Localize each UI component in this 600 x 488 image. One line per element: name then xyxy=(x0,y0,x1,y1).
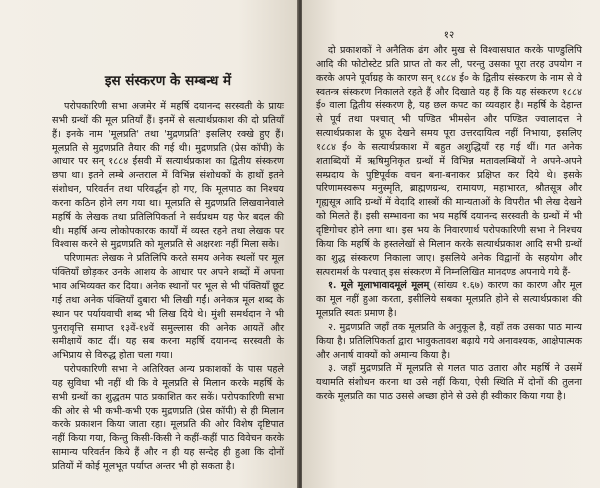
section-heading: इस संस्करण के सम्बन्ध में xyxy=(104,73,232,89)
left-paragraph-1: परोपकारिणी सभा अजमेर में महर्षि दयानन्द सरस्वती के प्रायः सभी ग्रन्थों की मूल प्रतियाँ हैं। इनमें से सत्यार्थप्रकाश की दो प्रतियाँ हैं। इनके नाम 'मूलप्रति' तथा 'मुद्रणप्रति' इसलिए रक्खे हुए हैं। मूलप्रति से मुद्रणप्रति तैयार की गई थी। मुद्रणप्रति (प्रेस कॉपी) के आधार पर सन् १८८४ ईसवी में सत्यार्थप्रकाश का द्वितीय संस्करण छपा था। इतने लम्बे अन्तराल में विभिन्न संशोधकों के हाथों इतने संशोधन, परिवर्तन तथा परिवर्द्धन हो गए, कि मूलपाठ का निश्चय करना कठिन होने लग गया था। मूलप्रति से मुद्रणप्रति लिखवानेवाले महर्षि के लेखक तथा प्रतिलिपिकर्ता ने सर्वप्रथम यह फेर बदल की थी। महर्षि अन्य लोकोपकारक कार्यों में व्यस्त रहने तथा लेखक पर विश्वास करने से मुद्रणप्रति को मूलप्रति से अक्षरशः नहीं मिला सके। xyxy=(52,101,284,251)
right-page xyxy=(302,0,600,488)
page-number: १२ xyxy=(443,30,455,41)
right-paragraph-1: दो प्रकाशकों ने अनैतिक ढंग और मुख से विश्वासघात करके पाण्डुलिपि आदि की फोटोस्टेट प्रति प्राप्त तो कर ली, परन्तु उसका पूरा तरह उपयोग न करके अपने पूर्वाग्रह के कारण सन् १८८४ ई० के द्वितीय संस्करण के नाम से वे स्वतन्त्र संस्करण निकालते रहते हैं और दिखाते यह हैं कि यह संस्करण १८८४ ई० वाला द्वितीय संस्करण है, यह छल कपट का व्यवहार है। महर्षि के देहान्त से पूर्व तथा पश्चात् भी पण्डित भीमसेन और पण्डित ज्वालादत्त ने सत्यार्थप्रकाश के प्रूफ देखने समय पूरा उत्तरदायित्व नहीं निभाया, इसलिए १८८४ ई० के सत्यार्थप्रकाश में बहुत अशुद्धियाँ रह गई थीं। गत अनेक शताब्दियों में ऋषिमुनिकृत ग्रन्थों में विभिन्न मतावलम्बियों ने अपने-अपने सम्प्रदाय के पुष्टिपूर्वक वचन बना-बनाकर प्रक्षिप्त कर दिये थे। इसके परिणामस्वरूप मनुस्मृति, ब्राह्मणग्रन्थ, रामायण, महाभारत, श्रौतसूत्र और गृह्यसूत्र आदि ग्रन्थों में वेदादि शास्त्रों की मान्यताओं के विपरीत भी लेख देखने को मिलते हैं। इसी सम्भावना का भय महर्षि दयानन्द सरस्वती के ग्रन्थों में भी दृष्टिगोचर होने लगा था। इस भय के निवारणार्थ परोपकारिणी सभा ने निश्चय किया कि महर्षि के हस्तलेखों से मिलान करके सत्यार्थप्रकाश आदि सभी ग्रन्थों का शुद्ध संस्करण निकाला जाए। इसलिये अनेक विद्वानों के सहयोग और सत्परामर्श के पश्चात् इस संस्करण में निम्नलिखित मानदण्ड अपनाये गये हैं- xyxy=(316,45,582,278)
criteria-item-1-text: (सांख्य १.६७) कारण का कारण और मूल का मूल नहीं हुआ करता, इसीलिये सबका मूलप्रति होने से सत्यार्थप्रकाश की मूलप्रति स्वतः प्रमाण है। xyxy=(316,280,582,320)
criteria-item-1 xyxy=(316,279,582,321)
left-paragraph-3: परोपकारिणी सभा ने अतिरिक्त अन्य प्रकाशकों के पास पहले यह सुविधा भी नहीं थी कि वे मूलप्रति से मिलान करके महर्षि के सभी ग्रन्थों का शुद्धतम पाठ प्रकाशित कर सकें। परोपकारिणी सभा की ओर से भी कभी-कभी एक मुद्रणप्रति (प्रेस कॉपी) से ही मिलान करके प्रकाशन किया जाता रहा। मूलप्रति की ओर विशेष दृष्टिपात नहीं किया गया, किन्तु किसी-किसी ने कहीं-कहीं पाठ विवेचन करके सामान्य परिवर्तन किये हैं और न ही यह सन्देह ही हुआ कि दोनों प्रतियों में कोई मूलभूत पर्याप्त अन्तर भी हो सकता है। xyxy=(52,364,284,472)
criteria-item-1-lead: १. मूले मूलाभावादमूलं मूलम् xyxy=(328,280,430,292)
criteria-item-2: २. मुद्रणप्रति जहाँ तक मूलप्रति के अनुकूल है, वहाँ तक उसका पाठ मान्य किया है। प्रतिलिपिकर्ता द्वारा भावुकतावश बढ़ाये गये अनावश्यक, आक्षेपात्मक और अनार्ष वाक्यों को अमान्य किया है। xyxy=(316,321,582,361)
criteria-item-3: ३. जहाँ मुद्रणप्रति में मूलप्रति से गलत पाठ उतारा और महर्षि ने उसमें यथामति संशोधन करना था उसे नहीं किया, ऐसी स्थिति में दोनों की तुलना करके मूलप्रति का पाठ उससे अच्छा होने से उसे ही स्वीकार किया गया है। xyxy=(316,363,582,403)
left-paragraph-2: परिणामतः लेखक ने प्रतिलिपि करते समय अनेक स्थलों पर मूल पंक्तियाँ छोड़कर उनके आशय के आधार पर अपने शब्दों में अपना भाव अभिव्यक्त कर दिया। अनेक स्थानों पर भूल से भी पंक्तियाँ छूट गई तथा अनेक पंक्तियाँ दुबारा भी लिखी गईं। अनेकत्र मूल शब्द के स्थान पर पर्यायवाची शब्द भी लिख दिये थे। मुंशी समर्थदान ने भी पुनरावृत्ति समाप्त १३वें-१४वें समुल्लास की अनेक आयतें और समीक्षायें काट दीं। यह सब करना महर्षि दयानन्द सरस्वती के अभिप्राय से विरुद्ध होता चला गया। xyxy=(52,253,284,362)
left-page xyxy=(0,0,298,488)
